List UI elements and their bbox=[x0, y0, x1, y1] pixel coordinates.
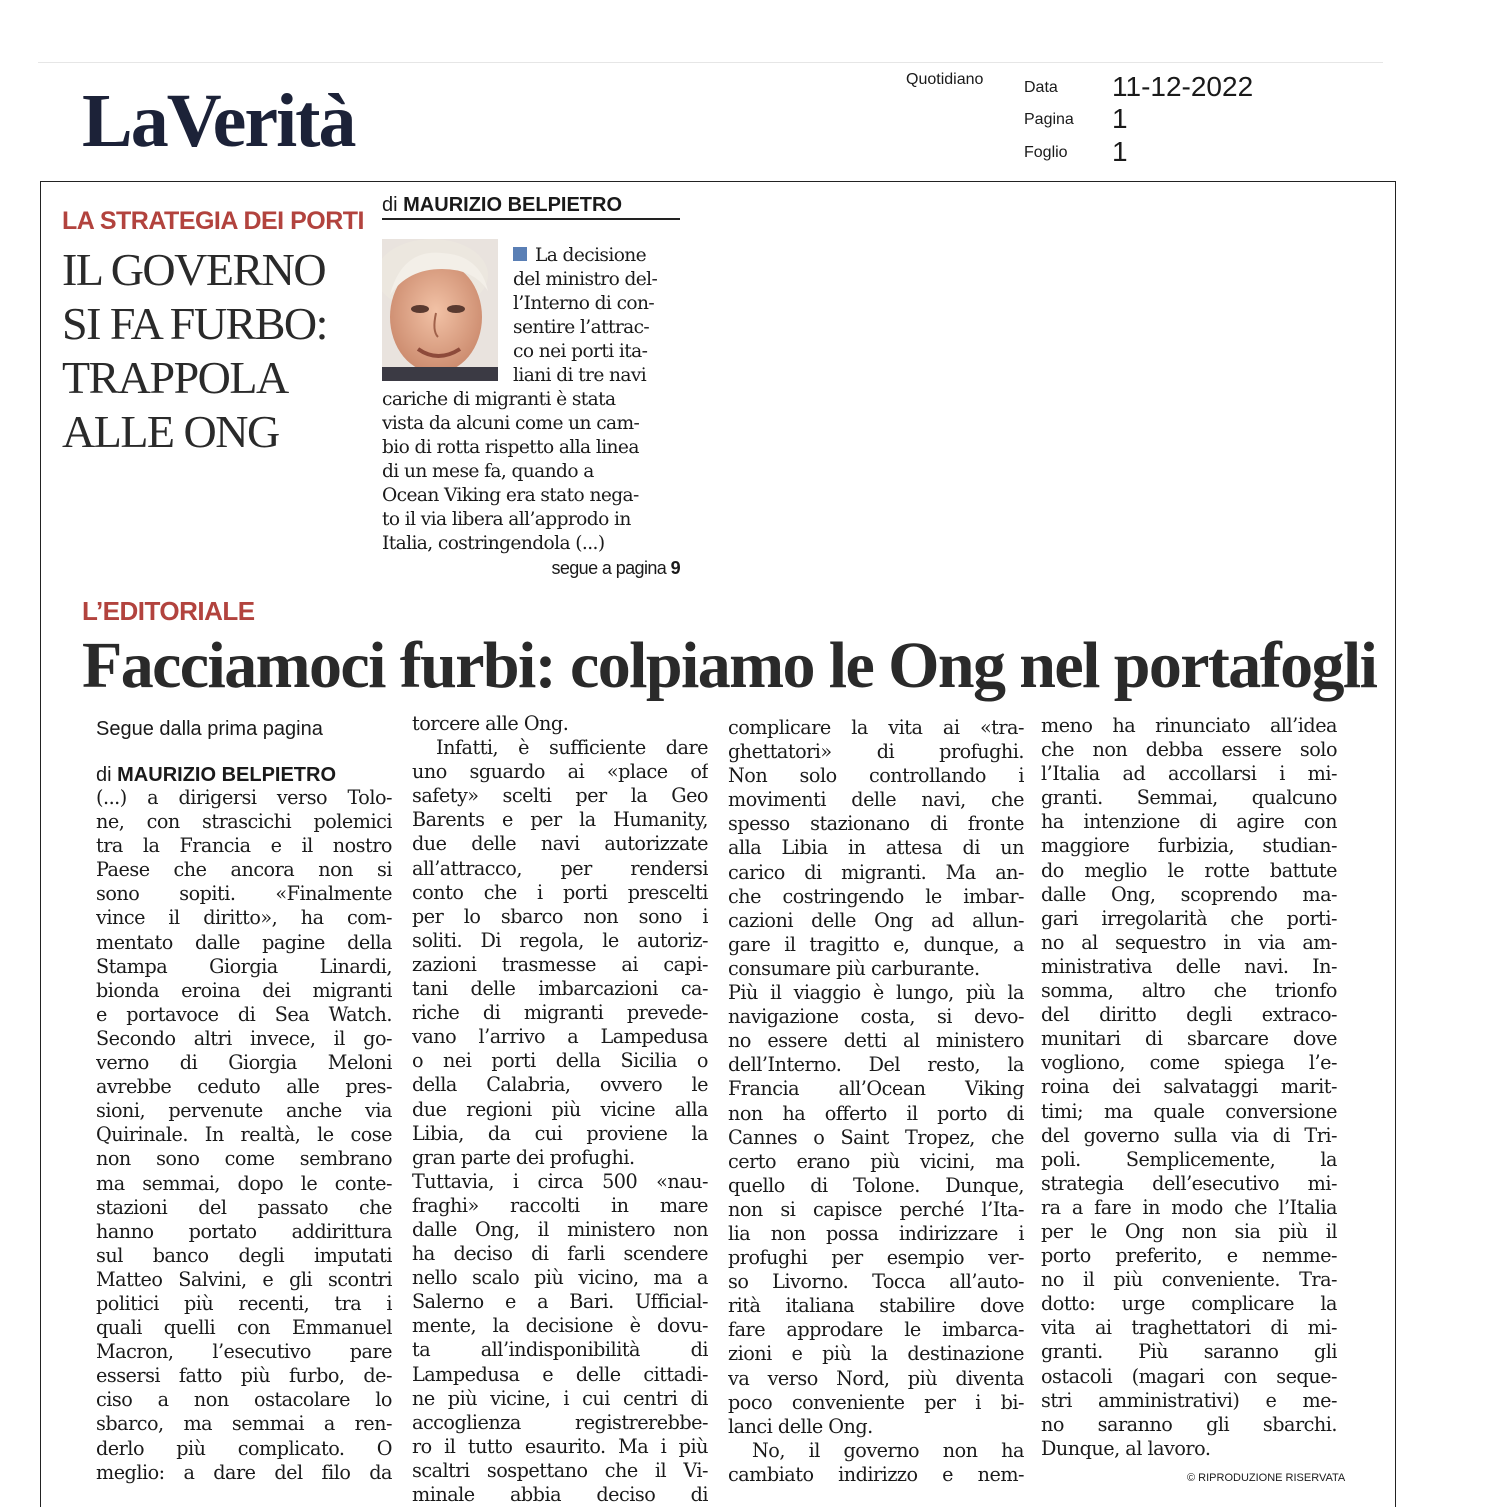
article-line: Non solo controllando i bbox=[728, 764, 1024, 788]
article-line: minale abbia deciso di bbox=[412, 1483, 708, 1506]
bullet-icon bbox=[513, 247, 527, 261]
article-line: ciso a non ostacolare lo bbox=[96, 1388, 392, 1412]
teaser-line: to il via libera all’approdo in bbox=[382, 509, 631, 530]
article-line: poco conveniente per i bi- bbox=[728, 1390, 1024, 1414]
article-line: due delle navi autorizzate bbox=[412, 832, 708, 856]
article-line: no il più conveniente. Tra- bbox=[1041, 1268, 1337, 1292]
article-line: consumare più carburante. bbox=[728, 956, 980, 980]
article-line: per lo sbarco non sono i bbox=[412, 904, 708, 928]
article-line: safety» scelti per la Geo bbox=[412, 784, 708, 808]
article-line: due regioni più vicine alla bbox=[412, 1097, 708, 1121]
byline-prefix: di bbox=[96, 764, 112, 786]
article-line: poli. Semplicemente, la bbox=[1041, 1147, 1337, 1171]
article-line: ostacoli (magari con seque- bbox=[1041, 1364, 1337, 1388]
article-line: quello di Tolone. Dunque, bbox=[728, 1173, 1024, 1197]
article-line: dell’Interno. Del resto, la bbox=[728, 1053, 1024, 1077]
article-line: verno di Giorgia Meloni bbox=[96, 1051, 392, 1075]
article-line: non si capisce perché l’Ita- bbox=[728, 1197, 1024, 1221]
article-line: timi; ma quale conversione bbox=[1041, 1099, 1337, 1123]
article-line: cambiato indirizzo e nem- bbox=[728, 1462, 1024, 1486]
article-line: Macron, l’esecutivo pare bbox=[96, 1340, 392, 1364]
publication-type: Quotidiano bbox=[906, 71, 984, 88]
article-line: maggiore furbizia, studian- bbox=[1041, 834, 1337, 858]
article-line: Tuttavia, i circa 500 «nau- bbox=[412, 1169, 708, 1193]
editorial-byline bbox=[96, 764, 336, 787]
article-line: spesso stazionano di fronte bbox=[728, 812, 1024, 836]
front-title bbox=[62, 243, 382, 459]
article-column-3 bbox=[728, 716, 1024, 1487]
article-line: Secondo altri invece, il go- bbox=[96, 1026, 392, 1050]
article-line: riche di migranti prevede- bbox=[412, 1001, 708, 1025]
teaser-line: Italia, costringendola (...) bbox=[382, 533, 605, 554]
article-line: meno ha rinunciato all’idea bbox=[1041, 714, 1337, 737]
page-value: 1 bbox=[1112, 103, 1128, 134]
article-line: all’attracco, per rendersi bbox=[412, 856, 708, 880]
article-line: granti. Semmai, qualcuno bbox=[1041, 786, 1337, 810]
article-line: Matteo Salvini, e gli scontri bbox=[96, 1267, 392, 1291]
continues-page: 9 bbox=[670, 558, 680, 578]
article-line: ma semmai, dopo le conte- bbox=[96, 1171, 392, 1195]
article-line: quali quelli con Emmanuel bbox=[96, 1316, 392, 1340]
article-line: fraghi» raccolti in mare bbox=[412, 1193, 708, 1217]
article-line: zioni e più la destinazione bbox=[728, 1342, 1024, 1366]
article-line: soliti. Di regola, le autoriz- bbox=[412, 928, 708, 952]
article-line: ta all’indisponibilità di bbox=[412, 1338, 708, 1362]
article-line: porto preferito, e nemme- bbox=[1041, 1244, 1337, 1268]
article-line: vano l’arrivo a Lampedusa bbox=[412, 1025, 708, 1049]
article-line: movimenti delle navi, che bbox=[728, 788, 1024, 812]
article-line: granti. Più saranno gli bbox=[1041, 1340, 1337, 1364]
article-line: della Calabria, ovvero le bbox=[412, 1073, 708, 1097]
article-line: Francia all’Ocean Viking bbox=[728, 1077, 1024, 1101]
article-line: vince il diritto», ha com- bbox=[96, 906, 392, 930]
article-line: mente, la decisione è dovu- bbox=[412, 1314, 708, 1338]
article-line: ghettatori» di profughi. bbox=[728, 740, 1024, 764]
article-line: gare il tragitto e, dunque, a bbox=[728, 932, 1024, 956]
article-line: avrebbe ceduto alle pres- bbox=[96, 1075, 392, 1099]
article-line: navigazione costa, si devo- bbox=[728, 1005, 1024, 1029]
segue-note: Segue dalla prima pagina bbox=[96, 718, 323, 740]
article-line: derlo più complicato. O bbox=[96, 1436, 392, 1460]
newspaper-logo: LaVerità bbox=[82, 79, 355, 163]
teaser-line: cariche di migranti è stata bbox=[382, 389, 616, 410]
article-line: ha deciso di farli scendere bbox=[412, 1242, 708, 1266]
article-line: gari irregolarità che porti- bbox=[1041, 906, 1337, 930]
article-line: alla Libia in attesa di un bbox=[728, 836, 1024, 860]
front-byline bbox=[382, 194, 680, 220]
article-line: Quirinale. In realtà, le cose bbox=[96, 1123, 392, 1147]
article-line: bionda eroina dei migranti bbox=[96, 978, 392, 1002]
article-line: no al sequestro in via am- bbox=[1041, 930, 1337, 954]
front-title-line: SI FA FURBO: bbox=[62, 298, 327, 349]
article-line: torcere alle Ong. bbox=[412, 712, 569, 735]
article-line: profughi per esempio ver- bbox=[728, 1246, 1024, 1270]
article-line: Dunque, al lavoro. bbox=[1041, 1436, 1211, 1460]
article-line: complicare la vita ai «tra- bbox=[728, 716, 1024, 739]
article-line: nello scalo più vicino, ma a bbox=[412, 1266, 708, 1290]
article-line: va verso Nord, più diventa bbox=[728, 1366, 1024, 1390]
article-line: che non debba essere solo bbox=[1041, 738, 1337, 762]
article-line: tani delle imbarcazioni ca- bbox=[412, 977, 708, 1001]
article-line: o nei porti della Sicilia o bbox=[412, 1049, 708, 1073]
article-line: zazioni trasmesse ai capi- bbox=[412, 952, 708, 976]
article-line: e portavoce di Sea Watch. bbox=[96, 1002, 392, 1026]
continues-label: segue a pagina bbox=[551, 558, 667, 578]
article-column-2 bbox=[412, 712, 708, 1507]
article-line: sul banco degli imputati bbox=[96, 1243, 392, 1267]
article-line: stri amministrativi) e me- bbox=[1041, 1388, 1337, 1412]
article-line: fare approdare le imbarca- bbox=[728, 1318, 1024, 1342]
author-name: MAURIZIO BELPIETRO bbox=[117, 764, 337, 786]
article-line: hanno portato addirittura bbox=[96, 1219, 392, 1243]
article-line: strategia dell’esecutivo mi- bbox=[1041, 1171, 1337, 1195]
article-line: ra a fare in modo che l’Italia bbox=[1041, 1195, 1337, 1219]
article-line: No, il governo non ha bbox=[752, 1438, 1024, 1462]
article-column-4 bbox=[1041, 714, 1337, 1461]
front-title-line: IL GOVERNO bbox=[62, 244, 326, 295]
teaser-line: liani di tre navi bbox=[513, 365, 647, 386]
article-line: Barents e per la Humanity, bbox=[412, 808, 708, 832]
article-line: Più il viaggio è lungo, più la bbox=[728, 981, 1024, 1005]
article-line: certo erano più vicini, ma bbox=[728, 1149, 1024, 1173]
article-line: per le Ong non sia più il bbox=[1041, 1219, 1337, 1243]
author-name: MAURIZIO BELPIETRO bbox=[403, 194, 623, 216]
teaser-line: Ocean Viking era stato nega- bbox=[382, 485, 639, 506]
article-line: munitari di sbarcare dove bbox=[1041, 1027, 1337, 1051]
article-line: del governo sulla via di Tri- bbox=[1041, 1123, 1337, 1147]
article-line: meglio: a dare del filo da bbox=[96, 1460, 392, 1484]
sheet-label: Foglio bbox=[1024, 144, 1068, 161]
article-line: sbarco, ma semmai a ren- bbox=[96, 1412, 392, 1436]
article-line: cazioni delle Ong ad allun- bbox=[728, 908, 1024, 932]
article-line: do meglio le rotte battute bbox=[1041, 858, 1337, 882]
teaser-line: di un mese fa, quando a bbox=[382, 461, 594, 482]
date-label: Data bbox=[1024, 79, 1058, 96]
article-line: Paese che ancora non si bbox=[96, 858, 392, 882]
article-line: essersi fatto più furbo, de- bbox=[96, 1364, 392, 1388]
article-line: non ha offerto il porto di bbox=[728, 1101, 1024, 1125]
article-line: ha intenzione di agire con bbox=[1041, 810, 1337, 834]
article-line: Stampa Giorgia Linardi, bbox=[96, 954, 392, 978]
page-label: Pagina bbox=[1024, 111, 1074, 128]
article-line: gran parte dei profughi. bbox=[412, 1145, 635, 1169]
article-line: lia non possa indirizzare i bbox=[728, 1221, 1024, 1245]
article-line: no essere detti al ministero bbox=[728, 1029, 1024, 1053]
article-line: dalle Ong, il ministero non bbox=[412, 1217, 708, 1241]
copyright-note: © RIPRODUZIONE RISERVATA bbox=[1187, 1472, 1346, 1484]
article-line: dalle Ong, scoprendo ma- bbox=[1041, 882, 1337, 906]
article-line: politici più recenti, tra i bbox=[96, 1291, 392, 1315]
article-line: uno sguardo ai «place of bbox=[412, 760, 708, 784]
sheet-value: 1 bbox=[1112, 136, 1128, 167]
byline-prefix: di bbox=[382, 194, 398, 216]
article-line: ne, con strascichi polemici bbox=[96, 810, 392, 834]
article-line: vita ai traghettatori di mi- bbox=[1041, 1316, 1337, 1340]
article-line: sono sopiti. «Finalmente bbox=[96, 882, 392, 906]
article-line: vogliono, come spiega l’e- bbox=[1041, 1051, 1337, 1075]
article-line: ministrativa delle navi. In- bbox=[1041, 954, 1337, 978]
article-line: lanci delle Ong. bbox=[728, 1414, 873, 1438]
article-line: mentato dalle pagine della bbox=[96, 930, 392, 954]
date-value: 11-12-2022 bbox=[1112, 71, 1254, 102]
article-line: carico di migranti. Ma an- bbox=[728, 860, 1024, 884]
teaser-line: del ministro del- bbox=[513, 269, 658, 290]
article-line: del diritto degli extraco- bbox=[1041, 1003, 1337, 1027]
front-title-line: TRAPPOLA bbox=[62, 352, 288, 403]
article-line: l’Italia ad accollarsi i mi- bbox=[1041, 762, 1337, 786]
teaser-line: sentire l’attrac- bbox=[513, 317, 650, 338]
article-line: so Livorno. Tocca all’auto- bbox=[728, 1270, 1024, 1294]
front-kicker: LA STRATEGIA DEI PORTI bbox=[62, 207, 364, 235]
article-line: rità italiana stabilire dove bbox=[728, 1294, 1024, 1318]
article-line: somma, altro che trionfo bbox=[1041, 979, 1337, 1003]
article-line: Infatti, è sufficiente dare bbox=[436, 736, 708, 760]
continues-note bbox=[382, 556, 680, 580]
article-line: che costringendo le imbar- bbox=[728, 884, 1024, 908]
article-line: ro il tutto esaurito. Ma i più bbox=[412, 1434, 708, 1458]
article-line: roina dei salvataggi marit- bbox=[1041, 1075, 1337, 1099]
front-title-line: ALLE ONG bbox=[62, 406, 279, 457]
article-line: dotto: urge complicare la bbox=[1041, 1292, 1337, 1316]
article-line: tra la Francia e il nostro bbox=[96, 834, 392, 858]
article-line: no saranno gli sbarchi. bbox=[1041, 1412, 1337, 1436]
article-line: stazioni del passato che bbox=[96, 1195, 392, 1219]
teaser-line: bio di rotta rispetto alla linea bbox=[382, 437, 639, 458]
article-line: conto che i porti prescelti bbox=[412, 880, 708, 904]
article-line: scaltri sospettano che il Vi- bbox=[412, 1458, 708, 1482]
article-line: Lampedusa e delle cittadi- bbox=[412, 1362, 708, 1386]
article-line: ne più vicine, i cui centri di bbox=[412, 1386, 708, 1410]
masthead bbox=[38, 62, 1383, 181]
article-line: Libia, da cui proviene la bbox=[412, 1121, 708, 1145]
front-teaser bbox=[382, 244, 680, 580]
editorial-kicker: L’EDITORIALE bbox=[82, 596, 255, 626]
article-column-1 bbox=[96, 786, 392, 1485]
editorial-headline: Facciamoci furbi: colpiamo le Ong nel portafogli bbox=[82, 629, 1377, 702]
article-line: non sono come sembrano bbox=[96, 1147, 392, 1171]
article-line: sioni, pervenute anche via bbox=[96, 1099, 392, 1123]
teaser-line: vista da alcuni come un cam- bbox=[382, 413, 640, 434]
article-line: accoglienza registrerebbe- bbox=[412, 1410, 708, 1434]
teaser-line: La decisione bbox=[535, 245, 647, 266]
article-line: Salerno e a Bari. Ufficial- bbox=[412, 1290, 708, 1314]
article-line: (...) a dirigersi verso Tolo- bbox=[96, 786, 392, 809]
article-line: Cannes o Saint Tropez, che bbox=[728, 1125, 1024, 1149]
teaser-line: co nei porti ita- bbox=[513, 341, 648, 362]
teaser-line: l’Interno di con- bbox=[513, 293, 655, 314]
